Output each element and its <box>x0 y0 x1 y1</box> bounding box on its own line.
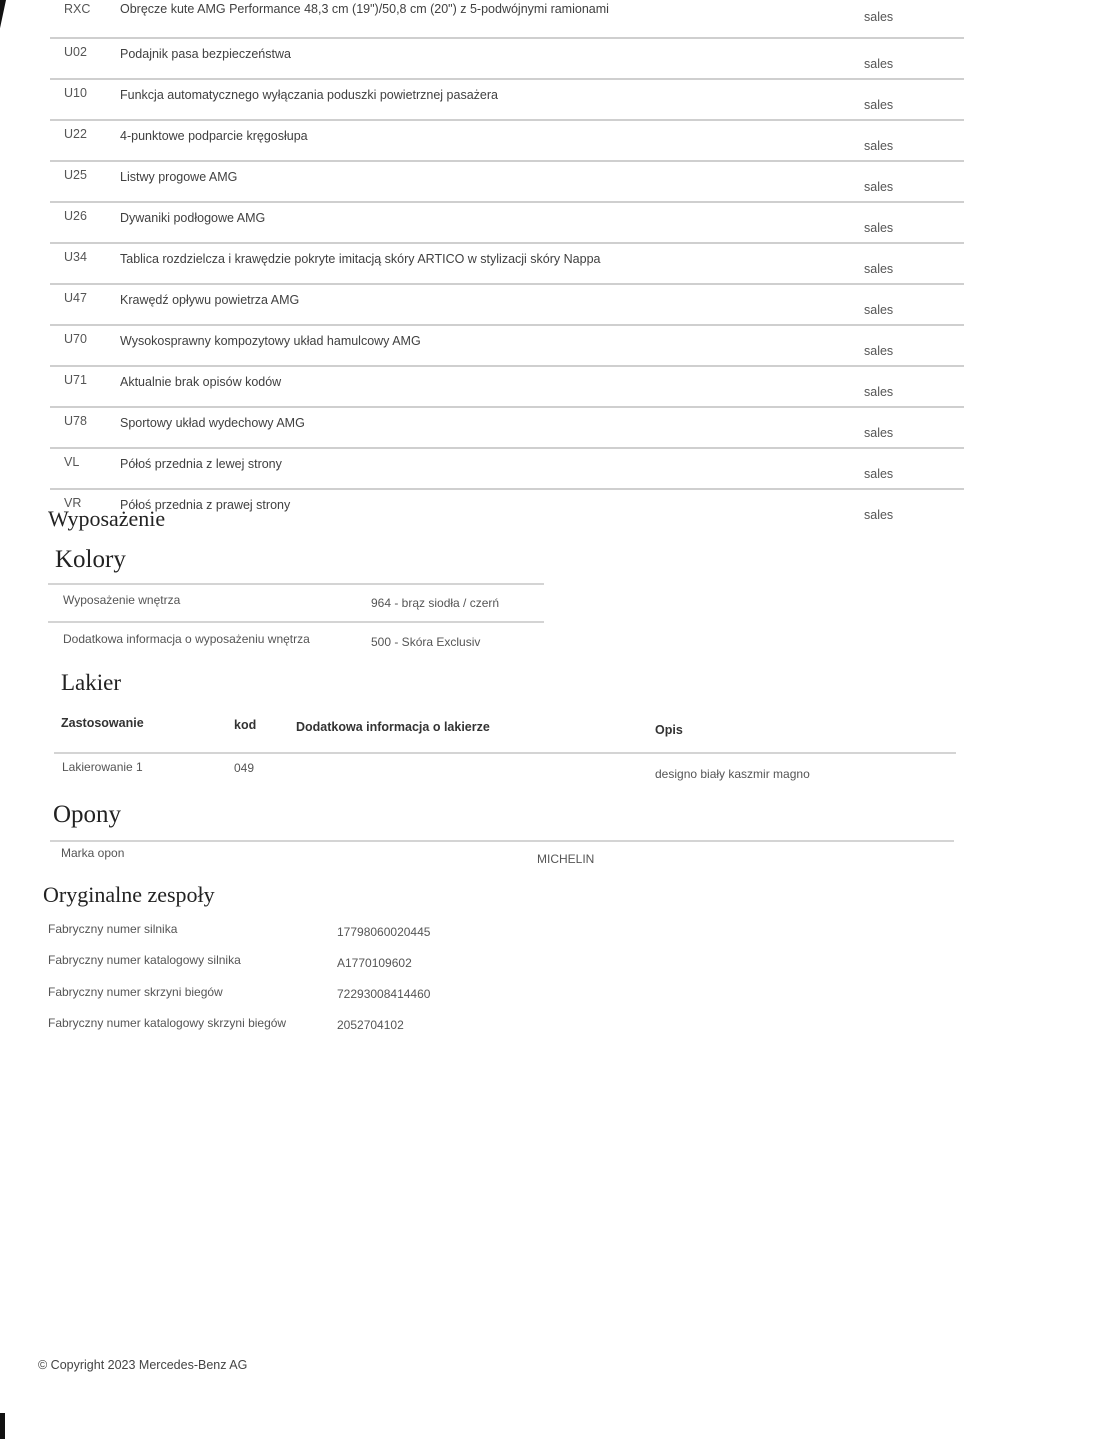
option-status: sales <box>864 385 894 399</box>
lakier-header-opis: Opis <box>655 723 683 737</box>
zespoly-label: Fabryczny numer silnika <box>48 922 178 936</box>
kolory-label: Wyposażenie wnętrza <box>63 593 181 607</box>
divider <box>50 840 954 842</box>
table-row <box>50 285 964 326</box>
section-heading-opony: Opony <box>53 801 122 828</box>
option-description: Listwy progowe AMG <box>120 170 238 184</box>
option-description: Obręcze kute AMG Performance 48,3 cm (19")/50,8 cm (20") z 5-podwójnymi ramionami <box>120 2 609 16</box>
option-code: U34 <box>64 250 87 264</box>
opony-value: MICHELIN <box>537 852 595 866</box>
zespoly-label: Fabryczny numer katalogowy silnika <box>48 953 241 967</box>
option-code: U70 <box>64 332 87 346</box>
option-status: sales <box>864 303 894 317</box>
option-code: U22 <box>64 127 87 141</box>
table-row <box>50 39 964 80</box>
option-description: Funkcja automatycznego wyłączania poduszki powietrznej pasażera <box>120 88 498 102</box>
option-description: Półoś przednia z prawej strony <box>120 498 291 512</box>
zespoly-value: A1770109602 <box>337 956 412 970</box>
option-code: U71 <box>64 373 87 387</box>
option-code: U02 <box>64 45 87 59</box>
option-description: Dywaniki podłogowe AMG <box>120 211 266 225</box>
option-description: Krawędź opływu powietrza AMG <box>120 293 300 307</box>
option-code: U10 <box>64 86 87 100</box>
divider <box>48 583 544 585</box>
table-row <box>50 0 964 39</box>
section-heading-zespoly: Oryginalne zespoły <box>43 882 215 907</box>
option-description: Półoś przednia z lewej strony <box>120 457 282 471</box>
lakier-zastosowanie: Lakierowanie 1 <box>62 760 143 774</box>
lakier-opis: designo biały kaszmir magno <box>655 767 810 781</box>
divider <box>48 621 544 623</box>
option-description: Wysokosprawny kompozytowy układ hamulcowy AMG <box>120 334 421 348</box>
table-row <box>50 80 964 121</box>
opony-label: Marka opon <box>61 846 125 860</box>
option-status: sales <box>864 262 894 276</box>
table-row <box>50 449 964 490</box>
table-row <box>50 203 964 244</box>
option-status: sales <box>864 221 894 235</box>
option-code: VR <box>64 496 82 510</box>
section-heading-lakier: Lakier <box>61 670 122 695</box>
lakier-kod: 049 <box>234 761 255 775</box>
copyright-text: © Copyright 2023 Mercedes-Benz AG <box>38 1358 248 1372</box>
scan-edge-mark-bottom <box>0 1413 5 1439</box>
option-code: U78 <box>64 414 87 428</box>
option-code: U25 <box>64 168 87 182</box>
option-code: VL <box>64 455 80 469</box>
scan-edge-mark-top <box>0 0 6 38</box>
lakier-header-info: Dodatkowa informacja o lakierze <box>296 720 490 734</box>
zespoly-value: 2052704102 <box>337 1018 404 1032</box>
table-row <box>50 326 964 367</box>
section-heading-kolory: Kolory <box>55 546 126 573</box>
option-status: sales <box>864 508 894 522</box>
table-row <box>50 162 964 203</box>
kolory-value: 964 - brąz siodła / czerń <box>371 596 500 610</box>
option-code: U26 <box>64 209 87 223</box>
option-description: Sportowy układ wydechowy AMG <box>120 416 305 430</box>
option-description: Podajnik pasa bezpieczeństwa <box>120 47 291 61</box>
zespoly-value: 17798060020445 <box>337 925 431 939</box>
divider <box>54 752 956 754</box>
option-status: sales <box>864 467 894 481</box>
table-row <box>50 121 964 162</box>
zespoly-label: Fabryczny numer katalogowy skrzyni biegów <box>48 1016 287 1030</box>
option-description: Tablica rozdzielcza i krawędzie pokryte imitacją skóry ARTICO w stylizacji skóry Nappa <box>120 252 601 266</box>
section-heading-wyposazenie: Wyposażenie <box>48 506 166 531</box>
table-row <box>50 408 964 449</box>
option-description: 4-punktowe podparcie kręgosłupa <box>120 129 308 143</box>
kolory-label: Dodatkowa informacja o wyposażeniu wnętrza <box>63 632 310 646</box>
table-row <box>50 244 964 285</box>
option-code: U47 <box>64 291 87 305</box>
lakier-header-zastosowanie: Zastosowanie <box>61 716 144 730</box>
table-row <box>50 490 964 529</box>
zespoly-label: Fabryczny numer skrzyni biegów <box>48 985 223 999</box>
option-status: sales <box>864 98 894 112</box>
option-status: sales <box>864 139 894 153</box>
option-status: sales <box>864 344 894 358</box>
option-description: Aktualnie brak opisów kodów <box>120 375 282 389</box>
lakier-header-kod: kod <box>234 718 257 732</box>
kolory-value: 500 - Skóra Exclusiv <box>371 635 481 649</box>
option-code: RXC <box>64 2 91 16</box>
table-row <box>50 367 964 408</box>
zespoly-value: 72293008414460 <box>337 987 431 1001</box>
option-status: sales <box>864 10 894 24</box>
option-status: sales <box>864 180 894 194</box>
option-codes-table <box>50 0 964 529</box>
option-status: sales <box>864 426 894 440</box>
option-status: sales <box>864 57 894 71</box>
